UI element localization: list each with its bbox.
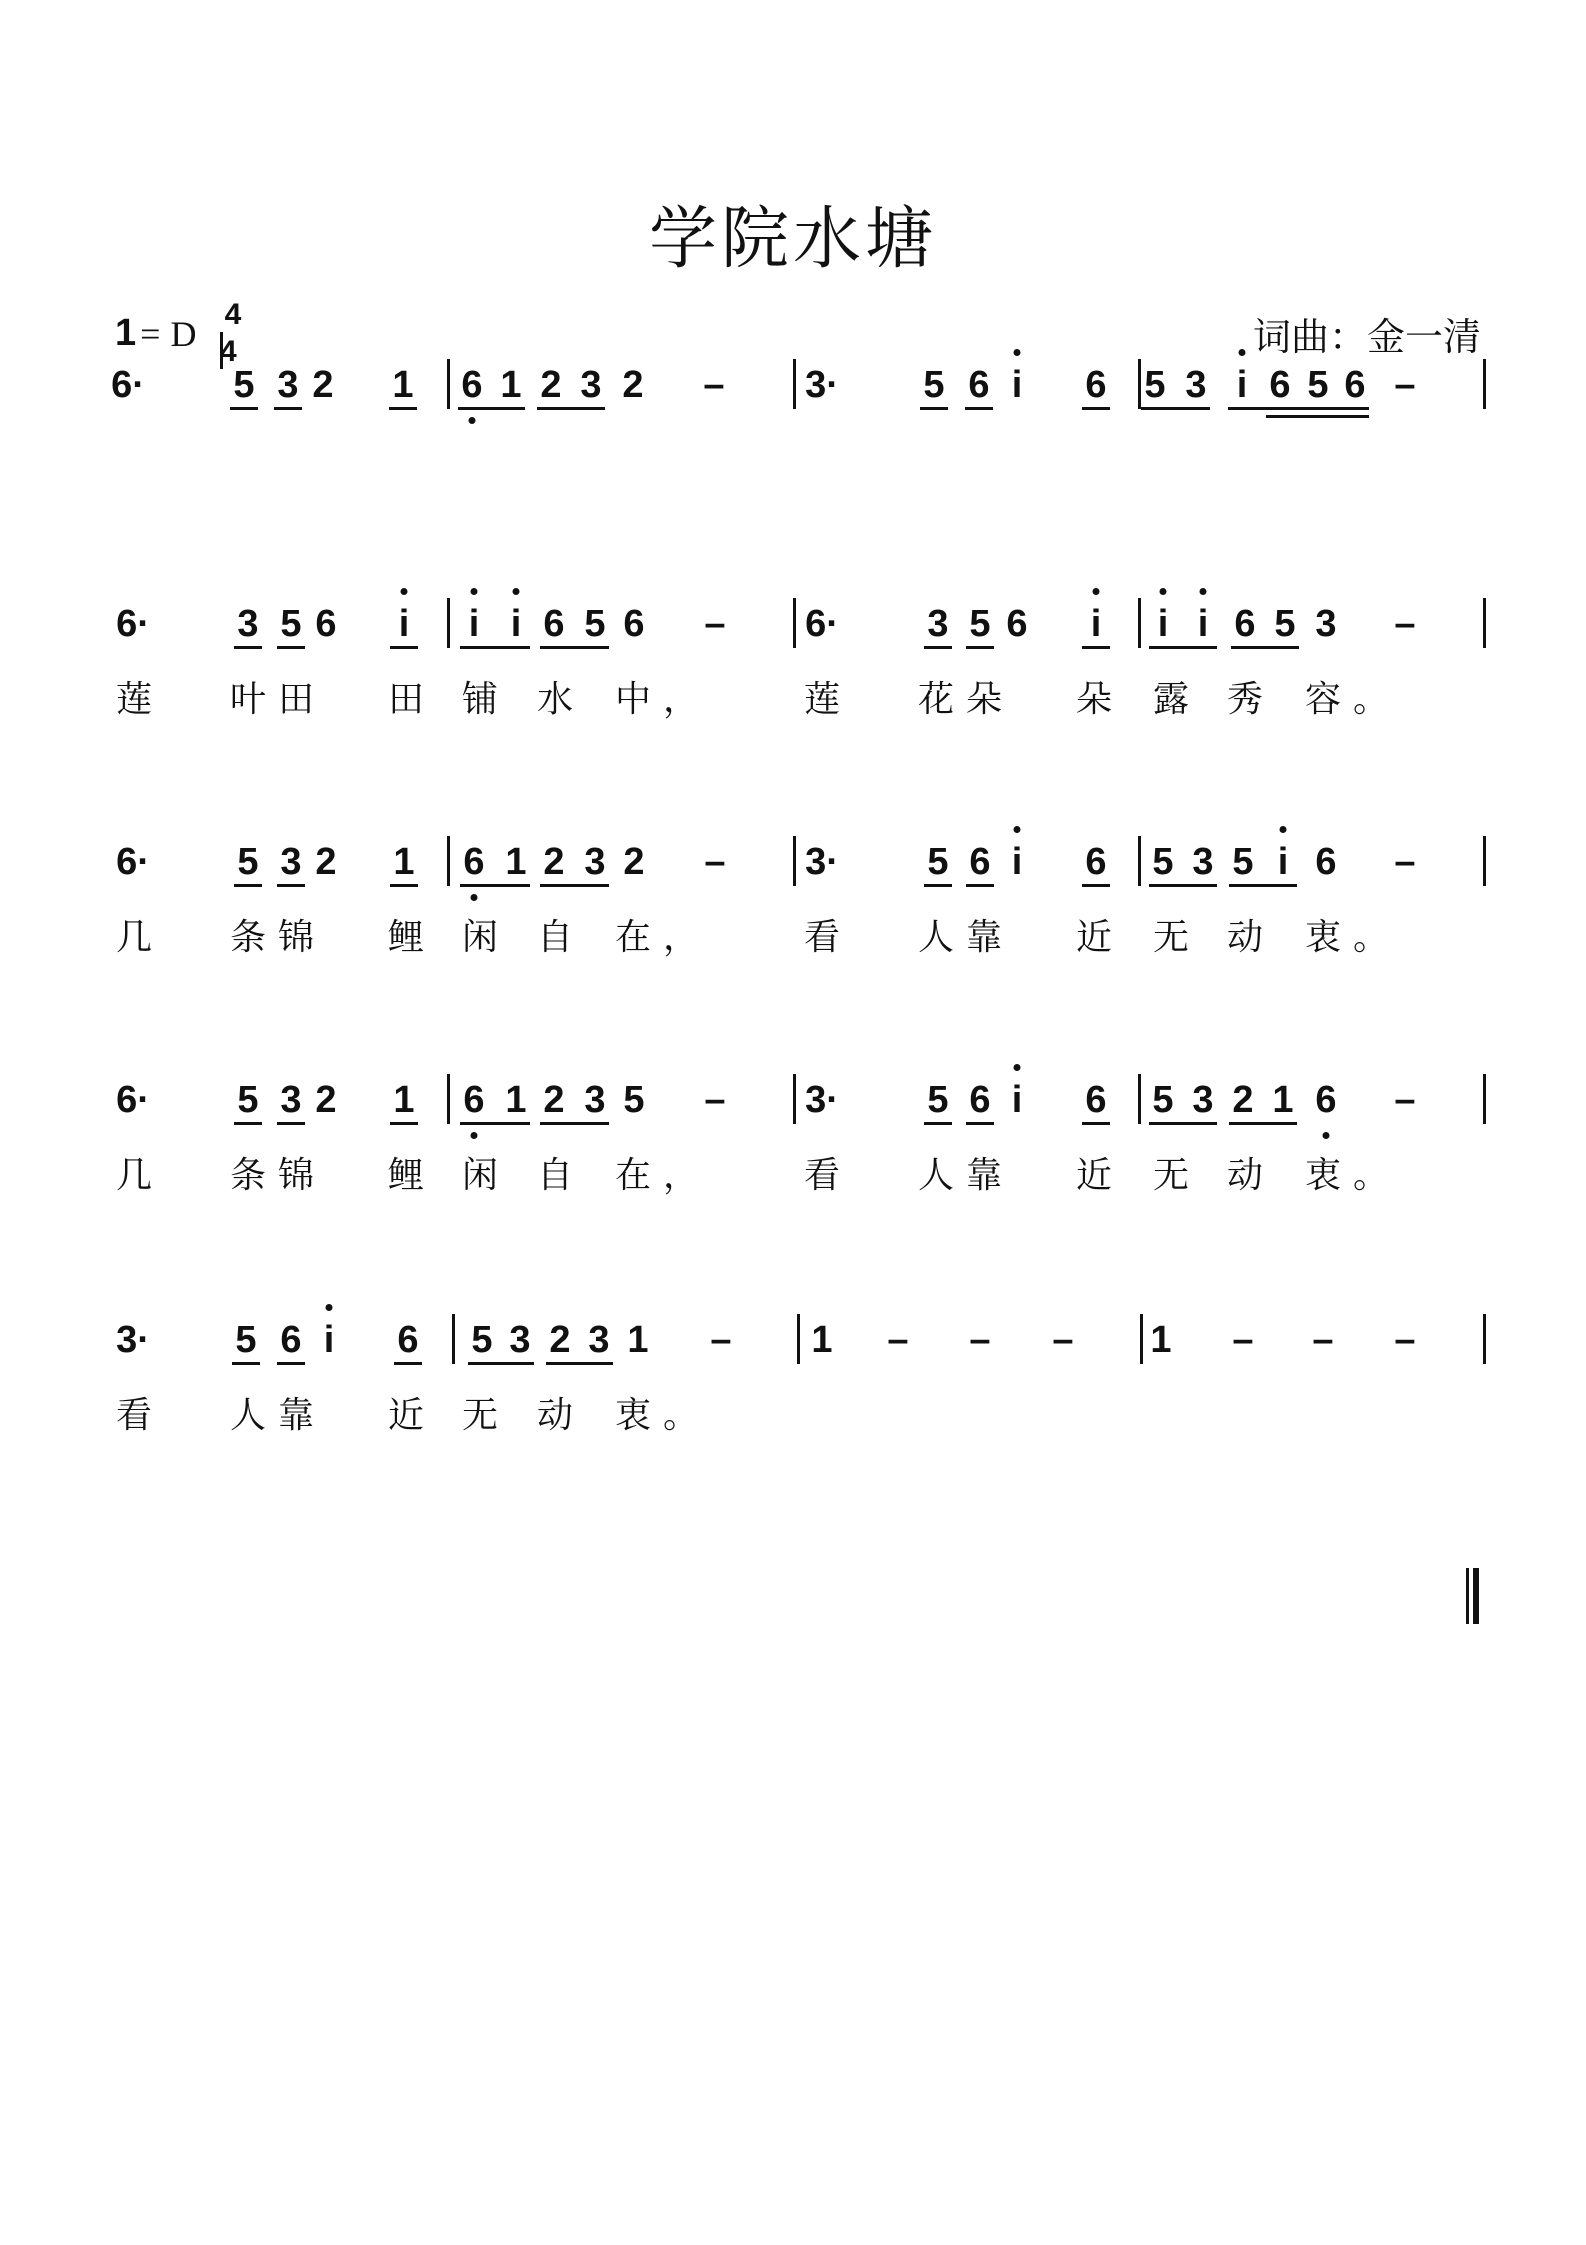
note: 2	[623, 841, 645, 883]
note: 5	[1232, 841, 1254, 883]
underline	[468, 1362, 534, 1365]
note: 3	[927, 603, 949, 645]
lyric: 闲	[462, 917, 511, 958]
lyric: 动	[1227, 917, 1276, 958]
note: –	[704, 1079, 726, 1121]
note: 2	[540, 364, 562, 406]
lyric: 动	[537, 1395, 586, 1436]
note: 3	[1315, 603, 1337, 645]
lyric: 花朵	[918, 679, 1015, 720]
note: 6	[463, 1079, 485, 1121]
note: 3	[584, 841, 606, 883]
note: 2	[549, 1319, 571, 1361]
note: 5	[584, 603, 606, 645]
note: 6	[1085, 841, 1107, 883]
note: 3·	[805, 841, 839, 883]
lyric: 中，	[615, 679, 712, 720]
underline	[1231, 646, 1299, 649]
note: –	[704, 841, 726, 883]
lyric: 条锦	[230, 917, 327, 958]
barline	[793, 836, 796, 886]
note: 1	[811, 1319, 833, 1361]
note: –	[1052, 1319, 1074, 1361]
note: 3	[588, 1319, 610, 1361]
note: i	[1197, 603, 1209, 645]
underline	[277, 1122, 305, 1125]
note: 3·	[805, 364, 839, 406]
note: 5	[237, 841, 259, 883]
note: 5	[237, 1079, 259, 1121]
barline	[793, 598, 796, 648]
note: 5	[280, 603, 302, 645]
lyric: 衷。	[1305, 1155, 1402, 1196]
lyric: 露	[1153, 679, 1202, 720]
final-barline	[1466, 1568, 1480, 1624]
underline	[460, 884, 530, 887]
note: 5	[623, 1079, 645, 1121]
underline	[966, 884, 994, 887]
barline	[1483, 1314, 1486, 1364]
note: 3·	[116, 1319, 150, 1361]
underline	[230, 407, 258, 410]
note: 2	[315, 1079, 337, 1121]
underline	[1141, 407, 1210, 410]
note: i	[1011, 841, 1023, 883]
note: 3	[280, 1079, 302, 1121]
underline	[1082, 646, 1110, 649]
note: 2	[622, 364, 644, 406]
lyric: 水	[537, 679, 586, 720]
barline	[793, 359, 796, 409]
note: –	[704, 603, 726, 645]
note: –	[1394, 364, 1416, 406]
underline	[537, 407, 605, 410]
lyric: 看	[804, 1155, 853, 1196]
note: 1	[1272, 1079, 1294, 1121]
underline	[234, 646, 262, 649]
note: 3	[509, 1319, 531, 1361]
underline	[1149, 1122, 1217, 1125]
barline	[1483, 598, 1486, 648]
note: 6·	[116, 841, 150, 883]
underline	[1266, 415, 1369, 418]
underline	[1082, 407, 1110, 410]
note: –	[1312, 1319, 1334, 1361]
note: 3	[1185, 364, 1207, 406]
octave-dot-high	[1200, 588, 1207, 595]
barline	[1138, 359, 1141, 409]
lyric: 莲	[116, 679, 165, 720]
note: 1	[393, 841, 415, 883]
octave-dot-high	[1280, 826, 1287, 833]
note: 6·	[111, 364, 145, 406]
underline	[1229, 884, 1297, 887]
note: –	[969, 1319, 991, 1361]
note: 3	[584, 1079, 606, 1121]
note: 6	[1315, 1079, 1337, 1121]
note: 3	[1192, 841, 1214, 883]
underline	[546, 1362, 613, 1365]
octave-dot-high	[1014, 349, 1021, 356]
barline	[1140, 1314, 1143, 1364]
note: 5	[1307, 364, 1329, 406]
note: i	[323, 1319, 335, 1361]
note: 6	[1234, 603, 1256, 645]
lyric: 衷。	[1305, 917, 1402, 958]
lyric: 叶田	[230, 679, 327, 720]
underline	[277, 646, 305, 649]
barline	[1138, 836, 1141, 886]
note: –	[703, 364, 725, 406]
lyric: 动	[1227, 1155, 1276, 1196]
note: 6	[1269, 364, 1291, 406]
note: 5	[1152, 1079, 1174, 1121]
lyric: 人靠	[918, 1155, 1015, 1196]
lyric: 几	[116, 1155, 165, 1196]
octave-dot-high	[1093, 588, 1100, 595]
lyric: 无	[462, 1395, 511, 1436]
underline	[1266, 407, 1369, 410]
time-top: 4	[224, 298, 242, 331]
note: –	[710, 1319, 732, 1361]
note: 6	[1315, 841, 1337, 883]
note: i	[1277, 841, 1289, 883]
underline	[920, 407, 948, 410]
underline	[234, 1122, 262, 1125]
underline	[1149, 884, 1217, 887]
lyric: 容。	[1305, 679, 1402, 720]
barline	[452, 1314, 455, 1364]
lyric: 人靠	[230, 1395, 327, 1436]
underline	[1082, 884, 1110, 887]
note: i	[1157, 603, 1169, 645]
octave-dot-low	[471, 1132, 478, 1139]
note: 5	[1152, 841, 1174, 883]
lyric: 看	[804, 917, 853, 958]
underline	[274, 407, 302, 410]
lyric: 看	[116, 1395, 165, 1436]
time-bottom: 4	[220, 332, 223, 369]
key-equals: =	[140, 313, 161, 354]
note: i	[1236, 364, 1248, 406]
note: 6	[543, 603, 565, 645]
note: 2	[312, 364, 334, 406]
note: 6	[969, 841, 991, 883]
note: i	[1090, 603, 1102, 645]
barline	[797, 1314, 800, 1364]
barline	[1483, 1074, 1486, 1124]
lyric: 无	[1153, 917, 1202, 958]
lyric: 在，	[615, 917, 712, 958]
note: 6	[969, 1079, 991, 1121]
barline	[447, 598, 450, 648]
underline	[965, 407, 993, 410]
note: 5	[235, 1319, 257, 1361]
note: 5	[1274, 603, 1296, 645]
note: 5	[923, 364, 945, 406]
note: 6·	[805, 603, 839, 645]
underline	[460, 646, 530, 649]
lyric: 条锦	[230, 1155, 327, 1196]
octave-dot-high	[1014, 1064, 1021, 1071]
underline	[1149, 646, 1217, 649]
credit: 词曲：金一清	[1252, 315, 1481, 359]
note: i	[1011, 364, 1023, 406]
underline	[540, 1122, 609, 1125]
note: 1	[392, 364, 414, 406]
barline	[793, 1074, 796, 1124]
note: 1	[505, 841, 527, 883]
lyric: 自	[537, 1155, 586, 1196]
lyric: 几	[116, 917, 165, 958]
lyric: 衷。	[615, 1395, 712, 1436]
note: 6·	[116, 1079, 150, 1121]
lyric: 铺	[462, 679, 511, 720]
octave-dot-low	[1323, 1132, 1330, 1139]
lyric: 闲	[462, 1155, 511, 1196]
lyric: 无	[1153, 1155, 1202, 1196]
octave-dot-high	[326, 1304, 333, 1311]
octave-dot-high	[1239, 349, 1246, 356]
barline	[447, 1074, 450, 1124]
barline	[1138, 598, 1141, 648]
note: –	[1394, 603, 1416, 645]
underline	[458, 407, 525, 410]
lyric: 在，	[615, 1155, 712, 1196]
note: i	[468, 603, 480, 645]
underline	[394, 1362, 422, 1365]
underline	[924, 884, 952, 887]
underline	[966, 1122, 994, 1125]
lyric: 人靠	[918, 917, 1015, 958]
note: 6	[623, 603, 645, 645]
note: 3·	[805, 1079, 839, 1121]
note: 6	[1006, 603, 1028, 645]
underline	[540, 646, 609, 649]
note: 3	[1192, 1079, 1214, 1121]
lyric: 秀	[1227, 679, 1276, 720]
octave-dot-low	[469, 417, 476, 424]
note: 1	[393, 1079, 415, 1121]
lyric: 田	[388, 679, 437, 720]
octave-dot-low	[471, 894, 478, 901]
underline	[966, 646, 994, 649]
note: 3	[280, 841, 302, 883]
note: 2	[543, 1079, 565, 1121]
note: 3	[237, 603, 259, 645]
note: 1	[500, 364, 522, 406]
underline	[924, 1122, 952, 1125]
octave-dot-high	[1160, 588, 1167, 595]
note: 5	[969, 603, 991, 645]
lyric: 莲	[804, 679, 853, 720]
note: i	[1011, 1079, 1023, 1121]
underline	[1082, 1122, 1110, 1125]
key-name: D	[170, 313, 197, 354]
note: –	[1232, 1319, 1254, 1361]
note: –	[887, 1319, 909, 1361]
barline	[447, 836, 450, 886]
note: 5	[927, 841, 949, 883]
octave-dot-high	[401, 588, 408, 595]
underline	[389, 407, 417, 410]
note: 6	[461, 364, 483, 406]
note: i	[510, 603, 522, 645]
underline	[390, 646, 418, 649]
octave-dot-high	[1014, 826, 1021, 833]
underline	[232, 1362, 260, 1365]
underline	[390, 1122, 418, 1125]
note: 3	[580, 364, 602, 406]
note: 2	[315, 841, 337, 883]
note: 6	[1085, 1079, 1107, 1121]
note: 6	[280, 1319, 302, 1361]
underline	[924, 646, 952, 649]
note: 3	[277, 364, 299, 406]
note: –	[1394, 1319, 1416, 1361]
lyric: 近	[1076, 917, 1125, 958]
octave-dot-high	[513, 588, 520, 595]
barline	[1483, 359, 1486, 409]
note: 6·	[116, 603, 150, 645]
underline	[1229, 1122, 1297, 1125]
note: –	[1394, 841, 1416, 883]
lyric: 近	[388, 1395, 437, 1436]
underline	[277, 884, 305, 887]
key-one: 1	[115, 312, 137, 354]
note: 6	[397, 1319, 419, 1361]
underline	[234, 884, 262, 887]
note: 1	[1150, 1319, 1172, 1361]
underline	[460, 1122, 530, 1125]
note: 6	[1085, 364, 1107, 406]
note: i	[398, 603, 410, 645]
note: 5	[233, 364, 255, 406]
lyric: 近	[1076, 1155, 1125, 1196]
lyric: 朵	[1076, 679, 1125, 720]
note: 6	[463, 841, 485, 883]
note: 5	[1144, 364, 1166, 406]
note: 5	[927, 1079, 949, 1121]
note: 6	[1344, 364, 1366, 406]
note: 2	[1232, 1079, 1254, 1121]
time-signature	[220, 298, 246, 368]
note: 6	[315, 603, 337, 645]
underline	[277, 1362, 305, 1365]
note: –	[1394, 1079, 1416, 1121]
song-title: 学院水塘	[648, 200, 937, 279]
barline	[1138, 1074, 1141, 1124]
note: 1	[505, 1079, 527, 1121]
note: 2	[543, 841, 565, 883]
note: 6	[968, 364, 990, 406]
lyric: 自	[537, 917, 586, 958]
lyric: 鲤	[388, 1155, 437, 1196]
note: 1	[627, 1319, 649, 1361]
barline	[1483, 836, 1486, 886]
underline	[540, 884, 609, 887]
lyric: 鲤	[388, 917, 437, 958]
key-signature	[115, 312, 196, 355]
note: 5	[471, 1319, 493, 1361]
octave-dot-high	[471, 588, 478, 595]
barline	[447, 359, 450, 409]
underline	[390, 884, 418, 887]
